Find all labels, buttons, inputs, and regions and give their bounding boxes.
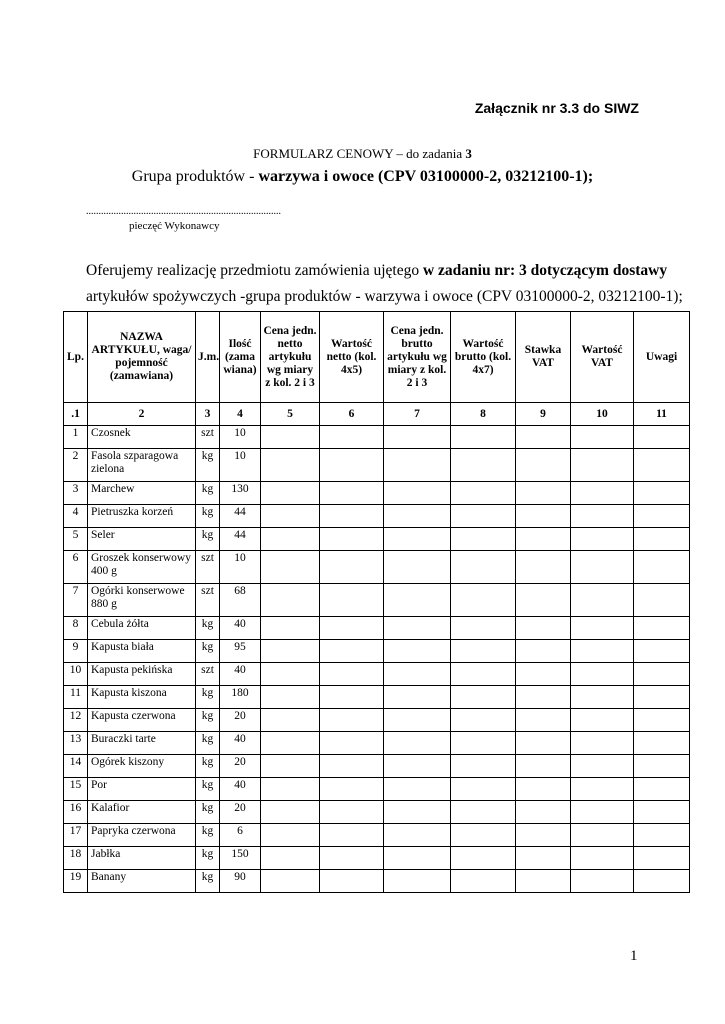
row-unit-net-price[interactable] <box>261 584 320 617</box>
row-gross-value[interactable] <box>451 449 516 482</box>
row-lp: 18 <box>64 847 88 870</box>
row-name: Marchew <box>88 482 196 505</box>
row-unit: szt <box>196 663 220 686</box>
row-gross-value[interactable] <box>451 870 516 893</box>
row-name: Fasola szparagowa zielona <box>88 449 196 482</box>
row-unit-net-price[interactable] <box>261 709 320 732</box>
row-qty: 20 <box>220 709 261 732</box>
col-number: 10 <box>571 403 634 426</box>
table-row <box>64 870 690 893</box>
row-vat-rate[interactable] <box>516 617 571 640</box>
col-name: NAZWA ARTYKUŁU, waga/ pojemność (zamawiana) <box>88 312 196 403</box>
row-gross-value[interactable] <box>451 686 516 709</box>
col-number: 5 <box>261 403 320 426</box>
row-unit-gross-price[interactable] <box>384 528 451 551</box>
row-vat-rate[interactable] <box>516 426 571 449</box>
row-gross-value[interactable] <box>451 663 516 686</box>
row-vat-value[interactable] <box>571 584 634 617</box>
row-notes[interactable] <box>634 551 690 584</box>
table-row <box>64 528 690 551</box>
row-vat-value[interactable] <box>571 551 634 584</box>
row-lp: 12 <box>64 709 88 732</box>
table-row <box>64 663 690 686</box>
row-unit: kg <box>196 778 220 801</box>
row-unit: kg <box>196 847 220 870</box>
row-qty: 150 <box>220 847 261 870</box>
row-qty: 20 <box>220 801 261 824</box>
row-net-value[interactable] <box>320 551 384 584</box>
row-vat-rate[interactable] <box>516 528 571 551</box>
row-lp: 7 <box>64 584 88 617</box>
row-unit: szt <box>196 551 220 584</box>
row-unit-net-price[interactable] <box>261 482 320 505</box>
row-gross-value[interactable] <box>451 505 516 528</box>
row-net-value[interactable] <box>320 755 384 778</box>
row-unit-net-price[interactable] <box>261 870 320 893</box>
row-vat-rate[interactable] <box>516 449 571 482</box>
table-row <box>64 505 690 528</box>
row-gross-value[interactable] <box>451 801 516 824</box>
row-name: Ogórek kiszony <box>88 755 196 778</box>
row-net-value[interactable] <box>320 449 384 482</box>
col-lp: Lp. <box>64 312 88 403</box>
row-notes[interactable] <box>634 847 690 870</box>
table-row <box>64 847 690 870</box>
offer-prefix: Oferujemy realizację przedmiotu zamówienia ujętego <box>86 262 423 279</box>
row-unit-net-price[interactable] <box>261 686 320 709</box>
row-lp: 19 <box>64 870 88 893</box>
row-vat-value[interactable] <box>571 449 634 482</box>
col-number: 11 <box>634 403 690 426</box>
row-net-value[interactable] <box>320 824 384 847</box>
row-name: Kalafior <box>88 801 196 824</box>
row-vat-value[interactable] <box>571 617 634 640</box>
row-unit: kg <box>196 755 220 778</box>
table-row <box>64 824 690 847</box>
col-qty: Ilość (zama wiana) <box>220 312 261 403</box>
row-name: Kapusta kiszona <box>88 686 196 709</box>
row-notes[interactable] <box>634 528 690 551</box>
row-qty: 180 <box>220 686 261 709</box>
row-unit-gross-price[interactable] <box>384 778 451 801</box>
row-unit-gross-price[interactable] <box>384 584 451 617</box>
row-vat-value[interactable] <box>571 778 634 801</box>
col-vat-rate: Stawka VAT <box>516 312 571 403</box>
row-notes[interactable] <box>634 824 690 847</box>
row-unit-net-price[interactable] <box>261 732 320 755</box>
row-vat-value[interactable] <box>571 824 634 847</box>
row-net-value[interactable] <box>320 663 384 686</box>
row-notes[interactable] <box>634 778 690 801</box>
row-vat-rate[interactable] <box>516 663 571 686</box>
row-name: Buraczki tarte <box>88 732 196 755</box>
row-net-value[interactable] <box>320 847 384 870</box>
stamp-dotted-line: .............................................................................. <box>86 206 281 217</box>
table-row <box>64 778 690 801</box>
row-unit: kg <box>196 870 220 893</box>
row-unit-gross-price[interactable] <box>384 732 451 755</box>
row-notes[interactable] <box>634 426 690 449</box>
row-vat-value[interactable] <box>571 528 634 551</box>
table-body <box>64 426 690 893</box>
row-qty: 40 <box>220 778 261 801</box>
row-lp: 6 <box>64 551 88 584</box>
page-number: 1 <box>630 948 638 964</box>
row-gross-value[interactable] <box>451 778 516 801</box>
row-name: Por <box>88 778 196 801</box>
row-vat-value[interactable] <box>571 801 634 824</box>
row-net-value[interactable] <box>320 732 384 755</box>
row-name: Jabłka <box>88 847 196 870</box>
header-row <box>64 312 690 403</box>
col-number: 7 <box>384 403 451 426</box>
row-name: Kapusta pekińska <box>88 663 196 686</box>
row-vat-value[interactable] <box>571 686 634 709</box>
row-lp: 5 <box>64 528 88 551</box>
table-row <box>64 801 690 824</box>
row-gross-value[interactable] <box>451 528 516 551</box>
row-lp: 2 <box>64 449 88 482</box>
row-unit: kg <box>196 482 220 505</box>
col-number: 6 <box>320 403 384 426</box>
table-row <box>64 584 690 617</box>
form-title-number: 3 <box>465 146 472 161</box>
row-vat-value[interactable] <box>571 663 634 686</box>
col-number: 2 <box>88 403 196 426</box>
row-unit-net-price[interactable] <box>261 801 320 824</box>
row-gross-value[interactable] <box>451 824 516 847</box>
row-unit: szt <box>196 426 220 449</box>
row-name: Groszek konserwowy 400 g <box>88 551 196 584</box>
contractor-stamp-label: pieczęć Wykonawcy <box>129 220 220 232</box>
row-unit-gross-price[interactable] <box>384 870 451 893</box>
row-notes[interactable] <box>634 482 690 505</box>
row-vat-rate[interactable] <box>516 505 571 528</box>
row-vat-rate[interactable] <box>516 801 571 824</box>
row-net-value[interactable] <box>320 426 384 449</box>
row-net-value[interactable] <box>320 584 384 617</box>
table-row <box>64 640 690 663</box>
column-number-row <box>64 403 690 426</box>
row-unit-net-price[interactable] <box>261 778 320 801</box>
row-gross-value[interactable] <box>451 584 516 617</box>
row-lp: 3 <box>64 482 88 505</box>
row-unit: kg <box>196 686 220 709</box>
row-unit: kg <box>196 732 220 755</box>
row-name: Seler <box>88 528 196 551</box>
price-table <box>63 311 690 893</box>
row-unit: kg <box>196 709 220 732</box>
row-unit: szt <box>196 584 220 617</box>
row-qty: 10 <box>220 551 261 584</box>
row-unit-net-price[interactable] <box>261 824 320 847</box>
row-qty: 44 <box>220 528 261 551</box>
row-name: Cebula żółta <box>88 617 196 640</box>
row-net-value[interactable] <box>320 801 384 824</box>
row-qty: 68 <box>220 584 261 617</box>
row-lp: 11 <box>64 686 88 709</box>
row-unit-net-price[interactable] <box>261 528 320 551</box>
table-row <box>64 709 690 732</box>
row-name: Banany <box>88 870 196 893</box>
row-net-value[interactable] <box>320 709 384 732</box>
row-gross-value[interactable] <box>451 847 516 870</box>
row-unit-gross-price[interactable] <box>384 847 451 870</box>
row-unit-gross-price[interactable] <box>384 824 451 847</box>
row-unit-net-price[interactable] <box>261 449 320 482</box>
row-notes[interactable] <box>634 505 690 528</box>
row-notes[interactable] <box>634 617 690 640</box>
row-unit-net-price[interactable] <box>261 505 320 528</box>
row-vat-rate[interactable] <box>516 640 571 663</box>
row-name: Papryka czerwona <box>88 824 196 847</box>
row-unit-net-price[interactable] <box>261 847 320 870</box>
row-vat-rate[interactable] <box>516 584 571 617</box>
row-net-value[interactable] <box>320 505 384 528</box>
table-row <box>64 732 690 755</box>
row-unit-gross-price[interactable] <box>384 640 451 663</box>
row-vat-rate[interactable] <box>516 482 571 505</box>
row-vat-value[interactable] <box>571 640 634 663</box>
row-notes[interactable] <box>634 732 690 755</box>
row-gross-value[interactable] <box>451 426 516 449</box>
row-unit: kg <box>196 449 220 482</box>
row-vat-rate[interactable] <box>516 824 571 847</box>
col-number: 8 <box>451 403 516 426</box>
row-unit: kg <box>196 640 220 663</box>
row-lp: 13 <box>64 732 88 755</box>
row-unit-net-price[interactable] <box>261 663 320 686</box>
row-qty: 95 <box>220 640 261 663</box>
row-unit: kg <box>196 617 220 640</box>
row-net-value[interactable] <box>320 640 384 663</box>
row-net-value[interactable] <box>320 617 384 640</box>
row-name: Kapusta czerwona <box>88 709 196 732</box>
row-vat-value[interactable] <box>571 709 634 732</box>
col-number: .1 <box>64 403 88 426</box>
row-unit: kg <box>196 824 220 847</box>
table-row <box>64 617 690 640</box>
row-unit-gross-price[interactable] <box>384 617 451 640</box>
row-gross-value[interactable] <box>451 640 516 663</box>
row-unit: kg <box>196 801 220 824</box>
group-name: warzywa i owoce (CPV 03100000-2, 03212100-1); <box>258 168 594 185</box>
row-gross-value[interactable] <box>451 551 516 584</box>
offer-line-2: artykułów spożywczych -grupa produktów - warzywa i owoce (CPV 03100000-2, 03212100-1); <box>86 288 683 305</box>
col-notes: Uwagi <box>634 312 690 403</box>
row-vat-rate[interactable] <box>516 870 571 893</box>
row-unit-gross-price[interactable] <box>384 551 451 584</box>
row-vat-value[interactable] <box>571 732 634 755</box>
table-row <box>64 686 690 709</box>
row-net-value[interactable] <box>320 686 384 709</box>
row-notes[interactable] <box>634 584 690 617</box>
row-gross-value[interactable] <box>451 617 516 640</box>
row-notes[interactable] <box>634 755 690 778</box>
row-unit-net-price[interactable] <box>261 426 320 449</box>
col-number: 9 <box>516 403 571 426</box>
row-vat-rate[interactable] <box>516 755 571 778</box>
row-net-value[interactable] <box>320 528 384 551</box>
row-name: Kapusta biała <box>88 640 196 663</box>
row-vat-value[interactable] <box>571 482 634 505</box>
row-unit-gross-price[interactable] <box>384 482 451 505</box>
row-lp: 15 <box>64 778 88 801</box>
row-qty: 6 <box>220 824 261 847</box>
row-vat-rate[interactable] <box>516 847 571 870</box>
row-unit: kg <box>196 528 220 551</box>
row-vat-rate[interactable] <box>516 709 571 732</box>
row-unit-gross-price[interactable] <box>384 755 451 778</box>
row-vat-value[interactable] <box>571 847 634 870</box>
col-unit: J.m. <box>196 312 220 403</box>
row-unit-net-price[interactable] <box>261 755 320 778</box>
col-number: 3 <box>196 403 220 426</box>
row-unit-net-price[interactable] <box>261 551 320 584</box>
row-unit-gross-price[interactable] <box>384 505 451 528</box>
row-net-value[interactable] <box>320 482 384 505</box>
row-notes[interactable] <box>634 449 690 482</box>
row-vat-rate[interactable] <box>516 732 571 755</box>
row-qty: 90 <box>220 870 261 893</box>
row-vat-value[interactable] <box>571 426 634 449</box>
row-lp: 10 <box>64 663 88 686</box>
offer-line-1 <box>86 262 667 280</box>
row-unit-gross-price[interactable] <box>384 426 451 449</box>
row-vat-value[interactable] <box>571 755 634 778</box>
group-prefix: Grupa produktów - <box>131 168 259 185</box>
row-qty: 130 <box>220 482 261 505</box>
row-net-value[interactable] <box>320 870 384 893</box>
row-unit-gross-price[interactable] <box>384 449 451 482</box>
table-row <box>64 755 690 778</box>
col-net-value: Wartość netto (kol. 4x5) <box>320 312 384 403</box>
row-qty: 40 <box>220 617 261 640</box>
annex-label: Załącznik nr 3.3 do SIWZ <box>474 100 639 116</box>
row-name: Ogórki konserwowe 880 g <box>88 584 196 617</box>
table-row <box>64 426 690 449</box>
row-vat-value[interactable] <box>571 505 634 528</box>
col-unit-net-price: Cena jedn. netto artykułu wg miary z kol. 2 i 3 <box>261 312 320 403</box>
row-qty: 44 <box>220 505 261 528</box>
table-row <box>64 482 690 505</box>
table-row <box>64 449 690 482</box>
col-number: 4 <box>220 403 261 426</box>
col-vat-value: Wartość VAT <box>571 312 634 403</box>
row-net-value[interactable] <box>320 778 384 801</box>
row-gross-value[interactable] <box>451 482 516 505</box>
row-unit-net-price[interactable] <box>261 617 320 640</box>
col-gross-value: Wartość brutto (kol. 4x7) <box>451 312 516 403</box>
product-group-line <box>0 168 725 186</box>
row-notes[interactable] <box>634 663 690 686</box>
row-name: Czosnek <box>88 426 196 449</box>
row-lp: 9 <box>64 640 88 663</box>
row-vat-value[interactable] <box>571 870 634 893</box>
row-lp: 14 <box>64 755 88 778</box>
row-lp: 4 <box>64 505 88 528</box>
row-unit-gross-price[interactable] <box>384 663 451 686</box>
col-unit-gross-price: Cena jedn. brutto artykułu wg miary z kol. 2 i 3 <box>384 312 451 403</box>
row-lp: 1 <box>64 426 88 449</box>
row-vat-rate[interactable] <box>516 686 571 709</box>
row-gross-value[interactable] <box>451 709 516 732</box>
row-unit-net-price[interactable] <box>261 640 320 663</box>
row-notes[interactable] <box>634 640 690 663</box>
form-title <box>0 146 725 162</box>
table-row <box>64 551 690 584</box>
row-qty: 40 <box>220 663 261 686</box>
row-notes[interactable] <box>634 870 690 893</box>
row-lp: 16 <box>64 801 88 824</box>
row-name: Pietruszka korzeń <box>88 505 196 528</box>
row-qty: 10 <box>220 426 261 449</box>
row-vat-rate[interactable] <box>516 778 571 801</box>
row-notes[interactable] <box>634 709 690 732</box>
row-lp: 17 <box>64 824 88 847</box>
row-vat-rate[interactable] <box>516 551 571 584</box>
row-gross-value[interactable] <box>451 732 516 755</box>
row-notes[interactable] <box>634 686 690 709</box>
row-unit: kg <box>196 505 220 528</box>
row-unit-gross-price[interactable] <box>384 709 451 732</box>
offer-bold: w zadaniu nr: 3 dotyczącym dostawy <box>422 262 668 279</box>
row-gross-value[interactable] <box>451 755 516 778</box>
row-qty: 20 <box>220 755 261 778</box>
row-lp: 8 <box>64 617 88 640</box>
row-qty: 10 <box>220 449 261 482</box>
row-unit-gross-price[interactable] <box>384 801 451 824</box>
row-unit-gross-price[interactable] <box>384 686 451 709</box>
form-title-prefix: FORMULARZ CENOWY – do zadania <box>253 146 466 161</box>
row-qty: 40 <box>220 732 261 755</box>
row-notes[interactable] <box>634 801 690 824</box>
